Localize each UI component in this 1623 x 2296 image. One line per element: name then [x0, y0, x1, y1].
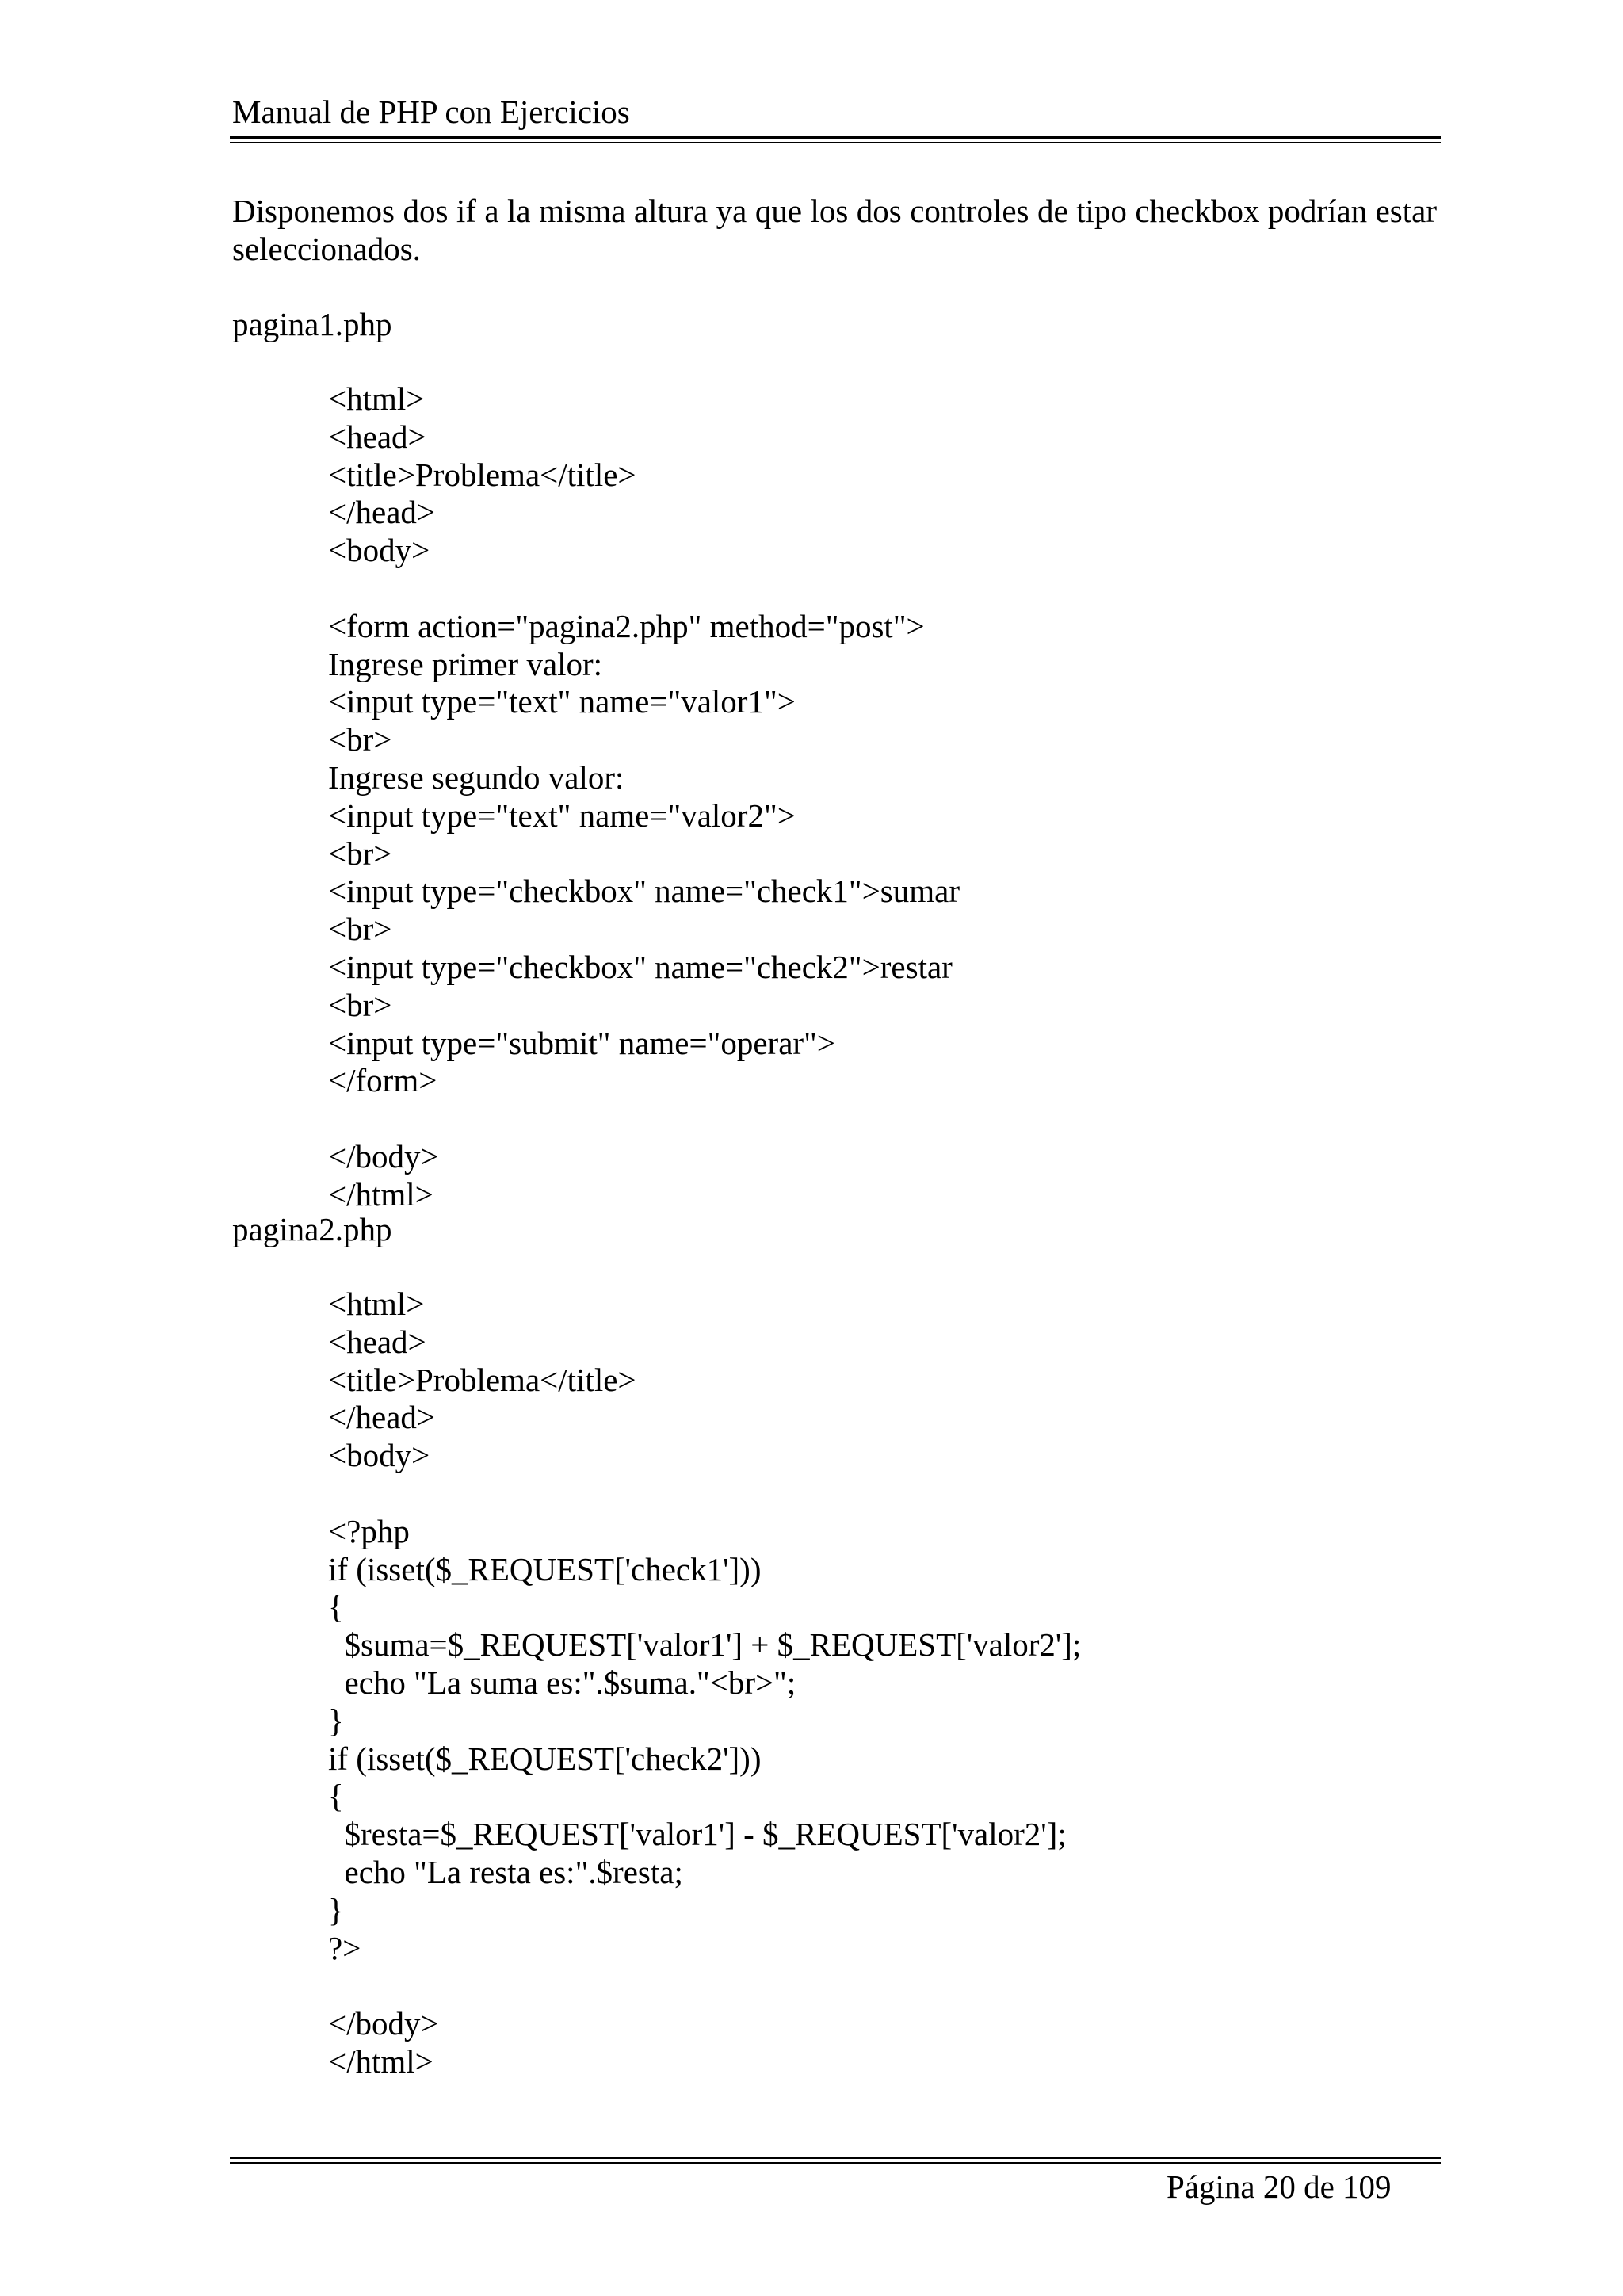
footer-rule: [230, 2157, 1441, 2159]
page-number: Página 20 de 109: [1167, 2168, 1392, 2205]
file-label-pagina2: pagina2.php: [232, 1211, 392, 1247]
code-line: }: [328, 1702, 344, 1739]
code-line: <html>: [328, 1286, 425, 1322]
code-line: </body>: [328, 2005, 439, 2042]
code-line: <input type="text" name="valor1">: [328, 683, 796, 720]
code-line: Ingrese segundo valor:: [328, 758, 624, 796]
code-line: if (isset($_REQUEST['check2'])): [328, 1740, 762, 1777]
code-line: <form action="pagina2.php" method="post">: [328, 607, 925, 644]
code-line: </html>: [328, 1175, 433, 1213]
code-line: </form>: [328, 1062, 437, 1099]
code-line: <title>Problema</title>: [328, 456, 636, 493]
code-line: <?php: [328, 1512, 410, 1549]
code-line: </body>: [328, 1137, 439, 1175]
code-line: {: [328, 1588, 344, 1626]
code-line: <br>: [328, 721, 392, 758]
code-line: Ingrese primer valor:: [328, 645, 603, 682]
code-line: [328, 1967, 1081, 2005]
code-line: $resta=$_REQUEST['valor1'] - $_REQUEST['valor2'];: [328, 1816, 1067, 1853]
code-line: echo "La resta es:".$resta;: [328, 1853, 683, 1890]
code-line: <input type="checkbox" name="check2">restar: [328, 948, 953, 985]
file-label-pagina1: pagina1.php: [232, 306, 392, 342]
code-line: <br>: [328, 986, 392, 1023]
code-line: <body>: [328, 532, 430, 569]
code-line: [328, 1475, 1081, 1513]
code-line: $suma=$_REQUEST['valor1'] + $_REQUEST['valor2'];: [328, 1626, 1082, 1664]
code-line: echo "La suma es:".$suma."<br>";: [328, 1664, 796, 1701]
code-line: ?>: [328, 1929, 361, 1966]
code-line: </head>: [328, 1399, 436, 1436]
code-block-pagina2: [328, 1286, 1081, 2081]
code-line: [328, 1100, 960, 1138]
code-line: <title>Problema</title>: [328, 1361, 636, 1398]
code-line: if (isset($_REQUEST['check1'])): [328, 1550, 762, 1587]
running-header-title: Manual de PHP con Ejercicios: [232, 94, 630, 130]
header-rule: [230, 136, 1441, 139]
code-line: <html>: [328, 380, 425, 417]
code-line: [328, 570, 960, 608]
code-line: <input type="submit" name="operar">: [328, 1024, 835, 1061]
code-line: <br>: [328, 911, 392, 948]
header-rule-secondary: [230, 142, 1441, 143]
code-line: <head>: [328, 418, 426, 455]
footer-rule-secondary: [230, 2162, 1441, 2164]
code-line: <head>: [328, 1323, 426, 1360]
code-line: }: [328, 1891, 344, 1928]
code-line: <input type="text" name="valor2">: [328, 797, 796, 834]
code-line: <input type="checkbox" name="check1">sumar: [328, 873, 960, 910]
code-block-pagina1: [328, 380, 960, 1214]
code-line: <br>: [328, 835, 392, 872]
code-line: </html>: [328, 2042, 433, 2080]
intro-paragraph: Disponemos dos if a la misma altura ya que los dos controles de tipo checkbox podrían estar seleccionados.: [232, 193, 1437, 267]
code-line: <body>: [328, 1437, 430, 1474]
code-line: </head>: [328, 494, 436, 531]
code-line: {: [328, 1778, 344, 1815]
